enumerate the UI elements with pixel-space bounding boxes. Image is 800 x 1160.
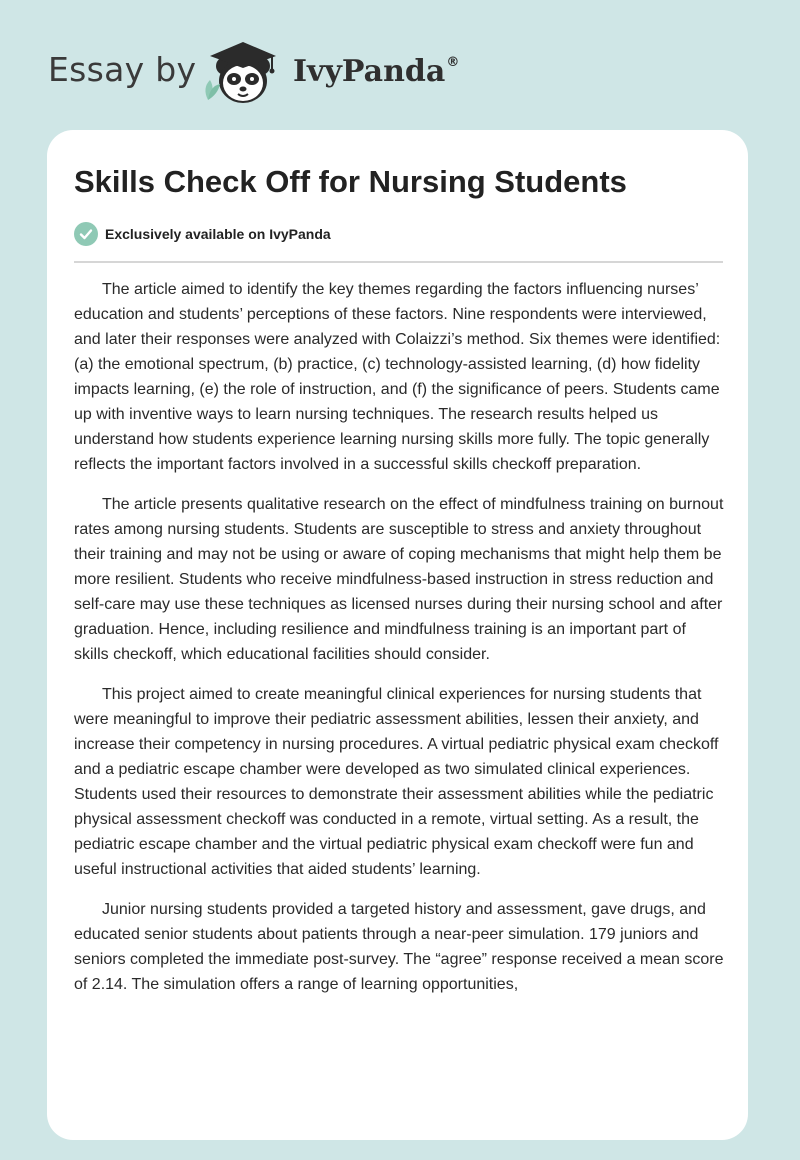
brand-prefix: Essay by <box>48 50 197 89</box>
check-circle-icon <box>74 222 98 246</box>
paragraph: This project aimed to create meaningful clinical experiences for nursing students that were meaningful to improve their pediatric assessment abilities, lessen their anxiety, and increase their competency in nursing procedures. A virtual pediatric physical exam checkoff and a pediatric escape chamber were developed as two simulated clinical experiences. Students used their resources to demonstrate their assessment abilities while the pediatric physical assessment checkoff was conducted in a remote, virtual setting. As a result, the pediatric escape chamber and the virtual pediatric physical exam checkoff were fun and useful instructional activities that aided students’ learning. <box>74 686 719 878</box>
exclusive-label: Exclusively available on IvyPanda <box>105 226 331 242</box>
paragraph: The article presents qualitative research on the effect of mindfulness training on burnout rates among nursing students. Students are susceptible to stress and anxiety throughout their training and may not be using or aware of coping mechanisms that might help them be more resilient. Students who receive mindfulness-based instruction in stress reduction and self-care may use these techniques as licensed nurses during their nursing school and after graduation. Hence, including resilience and mindfulness training is an important part of skills checkoff, which educational facilities should consider. <box>74 496 724 663</box>
brand-name-text: IvyPanda <box>293 54 446 89</box>
divider <box>74 261 723 263</box>
essay-card <box>47 130 748 1140</box>
paragraph: Junior nursing students provided a targeted history and assessment, gave drugs, and educated senior students about patients through a near-peer simulation. 179 juniors and seniors completed the immediate post-survey. The “agree” response received a mean score of 2.14. The simulation offers a range of learning opportunities, <box>74 901 724 993</box>
site-header <box>0 0 800 130</box>
page-title: Skills Check Off for Nursing Students <box>74 164 627 199</box>
article-body <box>74 277 724 1012</box>
exclusive-badge <box>74 222 331 246</box>
registered-mark: ® <box>446 55 460 70</box>
panda-graduate-logo-icon[interactable] <box>198 34 288 110</box>
paragraph: The article aimed to identify the key themes regarding the factors influencing nurses’ education and students’ perceptions of these factors. Nine respondents were interviewed, and later their responses were analyzed with Colaizzi’s method. Six themes were identified: (a) the emotional spectrum, (b) practice, (c) technology-assisted learning, (d) how fidelity impacts learning, (e) the role of instruction, and (f) the significance of peers. Students came up with inventive ways to learn nursing techniques. The research results helped us understand how students experience learning nursing skills more fully. The topic generally reflects the important factors involved in a successful skills checkoff preparation. <box>74 281 721 473</box>
brand-name[interactable] <box>293 54 459 89</box>
